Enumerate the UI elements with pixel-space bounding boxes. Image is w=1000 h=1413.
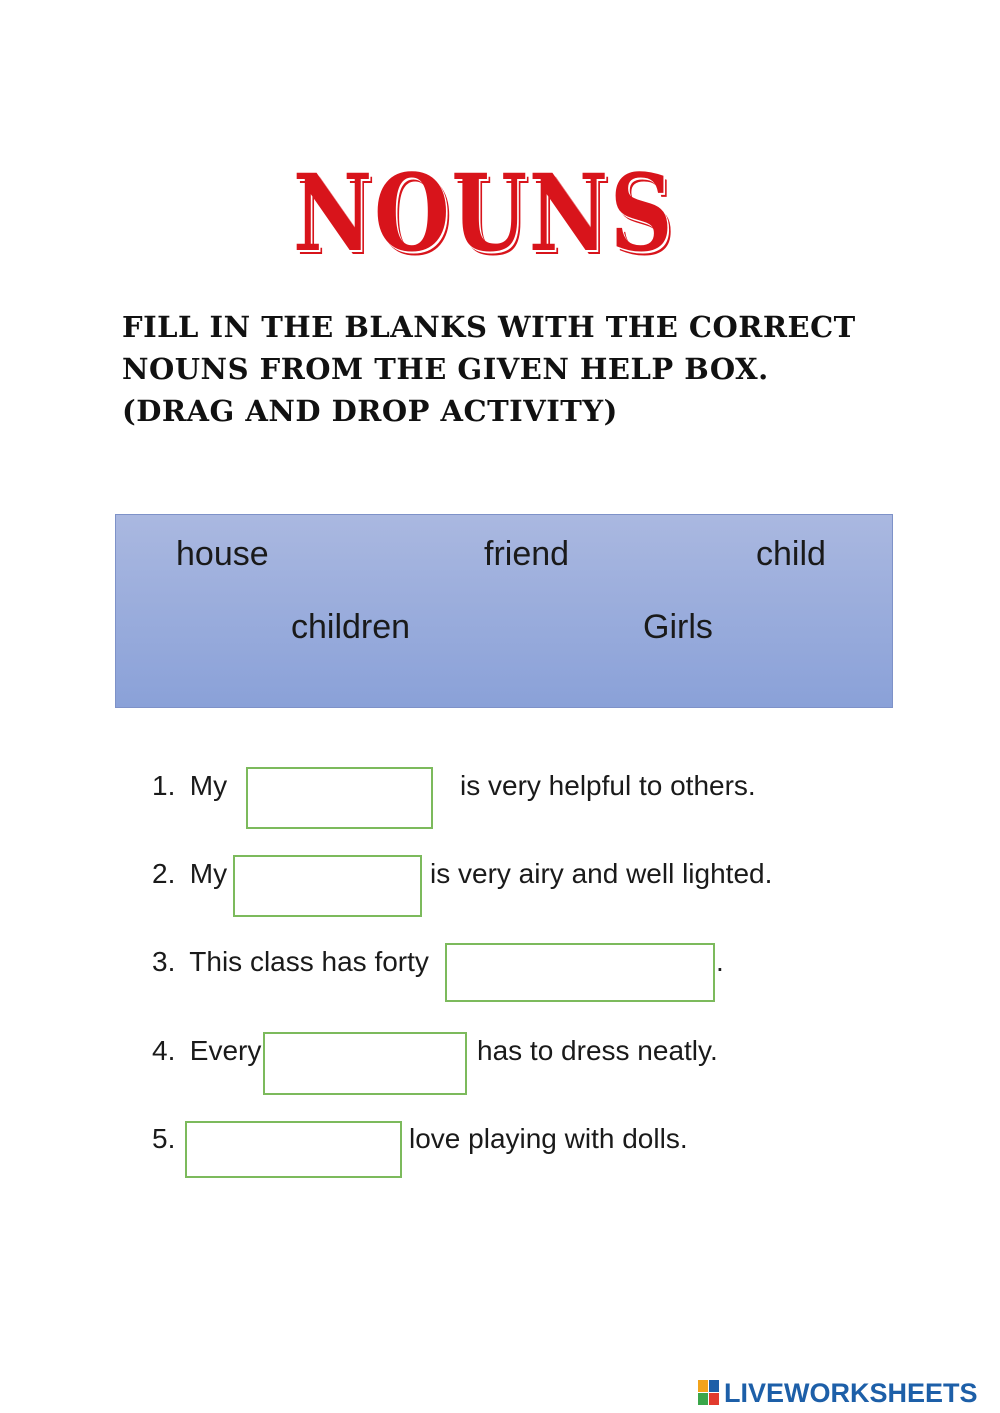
answer-blank-4[interactable] [263, 1032, 467, 1095]
question-text-after: love playing with dolls. [409, 1123, 688, 1154]
question-2 [152, 858, 227, 890]
question-text-before: Every [189, 1035, 262, 1066]
liveworksheets-logo-text: LIVEWORKSHEETS [724, 1377, 978, 1408]
liveworksheets-logo-icon [698, 1380, 720, 1406]
question-1 [152, 770, 227, 802]
help-box [115, 514, 893, 708]
help-word-house[interactable]: house [176, 535, 269, 573]
question-text-before: My [189, 858, 228, 889]
question-number: 3. [152, 946, 176, 977]
help-word-children[interactable]: children [291, 608, 411, 646]
answer-blank-2[interactable] [233, 855, 422, 917]
answer-blank-1[interactable] [246, 767, 433, 829]
instruction-line-2: NOUNS FROM THE GIVEN HELP BOX. [122, 352, 769, 386]
answer-blank-3[interactable] [445, 943, 715, 1002]
question-4 [152, 1035, 261, 1067]
question-text-after: . [716, 946, 724, 977]
instruction-line-1: FILL IN THE BLANKS WITH THE CORRECT [122, 310, 856, 344]
liveworksheets-logo [698, 1373, 978, 1413]
help-word-girls[interactable]: Girls [643, 608, 713, 646]
page-title: NOUNS [292, 150, 675, 275]
question-number: 2. [152, 858, 176, 889]
question-text-before: My [189, 770, 228, 801]
instructions [122, 306, 922, 432]
question-3 [152, 946, 429, 978]
question-text-after: is very airy and well lighted. [430, 858, 773, 889]
question-number: 5. [152, 1123, 176, 1154]
answer-blank-5[interactable] [185, 1121, 402, 1178]
question-text-after: has to dress neatly. [477, 1035, 718, 1066]
question-5 [152, 1123, 182, 1155]
help-word-friend[interactable]: friend [484, 535, 570, 573]
help-word-child[interactable]: child [756, 535, 826, 573]
question-number: 1. [152, 770, 176, 801]
instruction-line-3: (DRAG AND DROP ACTIVITY) [122, 394, 618, 428]
question-number: 4. [152, 1035, 176, 1066]
question-text-after: is very helpful to others. [460, 770, 756, 801]
question-text-before: This class has forty [189, 946, 429, 977]
